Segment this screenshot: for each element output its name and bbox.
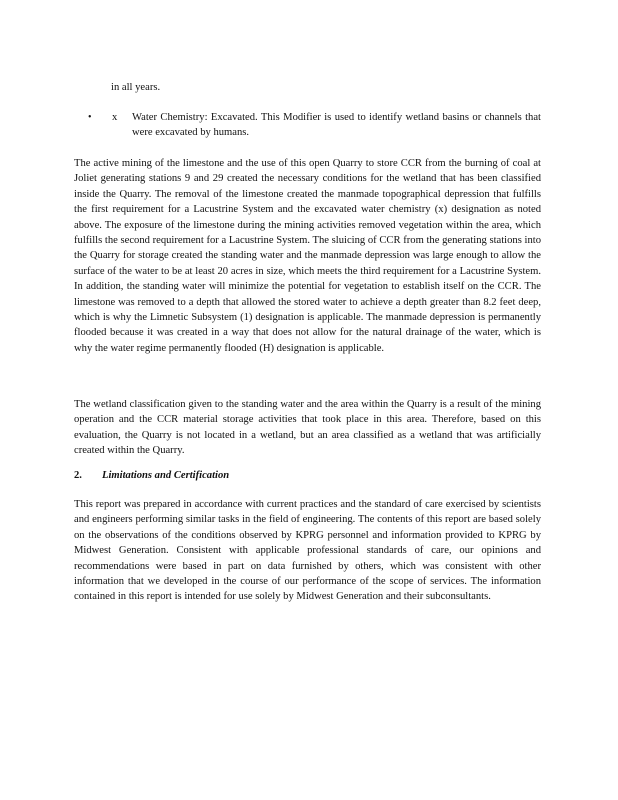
bullet-item-water-chemistry	[88, 110, 541, 141]
bullet-code: x	[112, 112, 118, 123]
bullet-marker: •	[88, 112, 92, 123]
bullet-body	[112, 110, 541, 141]
section-paragraph: This report was prepared in accordance with current practices and the standard of care exercised by scientists and engineers performing similar tasks in the field of engineering. The contents of this report are based solely on the observations of the conditions observed by KPRG personnel and information provided to KPRG by Midwest Generation. Consistent with applicable professional standards of care, our opinions and recommendations were based in part on data furnished by others, which was consistent with other information that we developed in the course of our performance of the scope of services. The information contained in this report is intended for use solely by Midwest Generation and their subconsultants.	[74, 499, 541, 603]
section-number: 2.	[74, 470, 82, 481]
section-heading	[74, 468, 541, 483]
continued-text-fragment: in all years.	[111, 82, 161, 93]
section-title: Limitations and Certification	[102, 470, 230, 481]
bullet-text: Water Chemistry: Excavated. This Modifier is used to identify wetland basins or channels that were excavated by humans.	[132, 112, 541, 139]
body-paragraph: The active mining of the limestone and the use of this open Quarry to store CCR from the burning of coal at Joliet generating stations 9 and 29 created the necessary conditions for the wetland that has been classified inside the Quarry. The removal of the limestone created the manmade topographical depression that fulfills the first requirement for a Lacustrine System and the excavated water chemistry (x) designation as noted above. The exposure of the limestone during the mining activities removed vegetation within the area, which fulfills the second requirement for a Lacustrine System. The sluicing of CCR from the generating stations into the Quarry for storage created the standing water and the manmade depression was large enough to allow the surface of the water to be at least 20 acres in size, which meets the third requirement for a Lacustrine System. In addition, the standing water will minimize the potential for vegetation to establish itself on the CCR. The limestone was removed to a depth that allowed the stored water to achieve a depth greater than 8.2 feet deep, which is why the Limnetic Subsystem (1) designation is applicable. The manmade depression is permanently flooded because it was created in a way that does not allow for the natural drainage of the water, which is why the water regime permanently flooded (H) designation is applicable.	[74, 158, 541, 354]
body-paragraph: The wetland classification given to the standing water and the area within the Quarry is a result of the mining operation and the CCR material storage activities that took place in this area. Therefore, based on this evaluation, the Quarry is not located in a wetland, but an area classified as a wetland that was artificially created within the Quarry.	[74, 399, 541, 457]
